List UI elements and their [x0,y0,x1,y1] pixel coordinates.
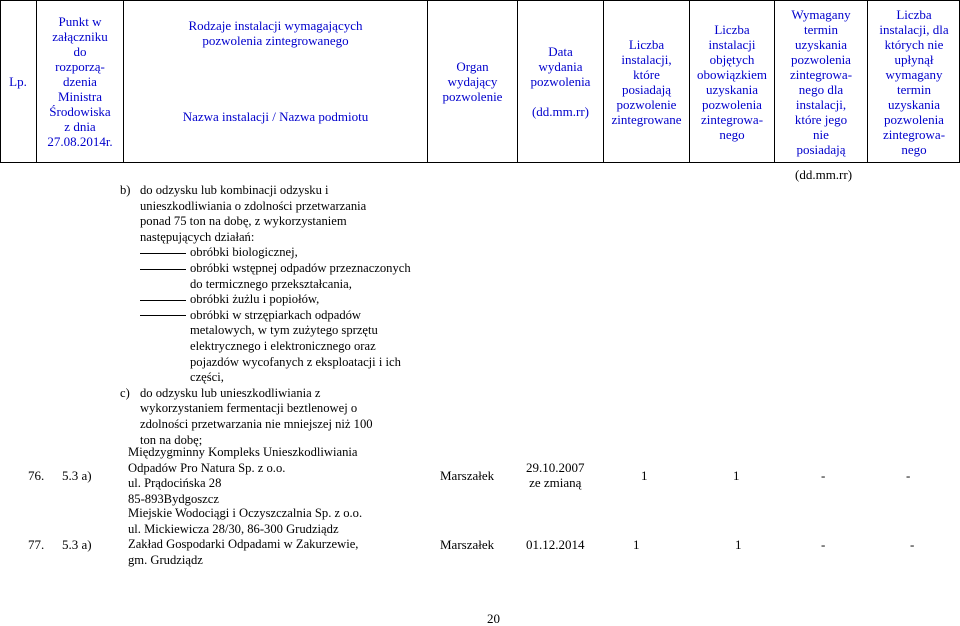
row-77-termin: - [821,537,826,552]
activity-dash-item [120,245,420,261]
activity-b [120,183,420,245]
activity-dash-item [120,308,420,386]
termin-unit: (dd.mm.rr) [795,167,853,182]
header-wymagany-line: termin [804,21,838,37]
header-wymagany-line: pozwolenia [791,51,851,67]
header-punkt-line: z dnia [64,119,96,134]
header-punkt-line: rozporzą- [55,59,105,74]
row-77-name-line: Zakład Gospodarki Odpadami w Zakurzewie, [128,537,359,552]
dash-marker [140,315,186,316]
header-wymagany-line: nie [813,126,829,142]
header-liczba3-line: termin [897,81,931,97]
activity-description [120,183,420,448]
header-liczba2-line: pozwolenia [702,96,762,112]
header-wymagany-line: zintegrowa- [789,66,853,82]
header-liczba2-line: instalacji [708,36,756,52]
activity-dash-item-text: obróbki w strzępiarkach odpadów [190,307,362,322]
activity-dash-item-line: części, [190,370,224,385]
row-77-data: 01.12.2014 [526,537,585,552]
header-data-line: wydania [538,59,583,74]
header-data-line: (dd.mm.rr) [531,104,590,119]
row-76-name-line: 85-893Bydgoszcz [128,491,219,506]
header-nazwa: Nazwa instalacji / Nazwa podmiotu [182,109,369,124]
page-number: 20 [487,611,500,626]
header-liczba2-line: uzyskania [706,81,758,97]
activity-dash-item-text: obróbki żużlu i popiołów, [190,292,320,307]
row-77-liczba1: 1 [633,537,640,552]
header-punkt-line: załączniku [52,29,108,44]
header-liczba2-line: Liczba [714,21,750,37]
header-liczba3-line: uzyskania [888,96,940,112]
activity-dash-list [120,245,420,385]
row-77-liczba2: 1 [735,537,742,552]
header-liczba2-line: zintegrowa- [700,111,764,127]
header-liczba1-line: posiadają [621,81,672,97]
activity-c [120,386,420,448]
activity-b-line: unieszkodliwiania o zdolności przetwarzania [140,198,367,213]
activity-c-line: do odzysku lub unieszkodliwiania z [140,385,321,400]
header-wymagany-line: uzyskania [795,36,847,52]
row-77-name [128,506,362,568]
header-liczba3-line: zintegrowa- [882,126,946,142]
header-liczba1-line: pozwolenie [616,96,677,112]
header-punkt-line: dzenia [63,74,97,89]
header-wymagany-termin [775,0,868,163]
activity-dash-item-text: obróbki wstępnej odpadów przeznaczonych [190,260,411,275]
header-wymagany-line: posiadają [796,141,846,157]
activity-dash-item-line [120,245,420,261]
header-data-line [559,89,562,104]
row-76-name [128,445,357,507]
table-header [0,0,960,163]
row-76-data-line: ze zmianą [529,475,582,490]
header-liczba1-line: zintegrowane [611,111,682,127]
header-data-line: pozwolenia [530,74,591,89]
header-liczba3-line: nego [901,141,927,157]
header-liczba2-line: nego [719,126,745,142]
row-76-liczba3: - [906,468,911,483]
row-76-liczba1: 1 [641,468,648,483]
header-liczba3-line: wymagany [885,66,943,82]
dash-marker [140,269,186,270]
row-76-name-line: Odpadów Pro Natura Sp. z o.o. [128,460,286,475]
header-punkt-line: Ministra [57,89,103,104]
activity-dash-item-line: do termicznego przekształcania, [190,276,352,291]
header-liczba2-line: objętych [709,51,755,67]
header-liczba3-line: których nie [884,36,944,52]
header-organ-line: Organ [456,59,489,74]
activity-c-line: wykorzystaniem fermentacji beztlenowej o [140,401,358,416]
activity-b-label: b) [120,183,131,197]
header-liczba1-line: które [633,66,660,82]
header-data-line: Data [548,44,573,59]
row-76-punkt: 5.3 a) [62,468,92,483]
header-wymagany-line: Wymagany [791,6,851,22]
row-77-punkt: 5.3 a) [62,537,92,552]
header-liczba3-line: pozwolenia [884,111,944,127]
activity-dash-item-line [120,261,420,277]
header-liczba-posiadajacych [604,0,690,163]
activity-b-line: następujących działań: [140,229,255,244]
row-77-liczba3: - [910,537,915,552]
header-liczba-nieupłynietych [868,0,960,163]
header-rodzaje-line: Rodzaje instalacji wymagających [188,18,363,33]
header-rodzaje [124,0,428,163]
header-liczba1-line: instalacji, [621,51,672,67]
row-76-lp: 76. [28,468,45,483]
header-rodzaje-line: pozwolenia zintegrowanego [202,33,349,48]
header-rodzaje-text [189,18,363,48]
row-76-liczba2: 1 [733,468,740,483]
row-77-name-line: Miejskie Wodociągi i Oczyszczalnia Sp. z o.o. [128,506,363,520]
activity-dash-item-line: elektrycznego i elektronicznego oraz [190,338,376,353]
activity-dash-item-line [120,308,420,324]
activity-dash-item [120,261,420,292]
row-76-data-line: 29.10.2007 [526,460,585,475]
row-77-lp: 77. [28,537,45,552]
header-liczba-objetych [690,0,775,163]
activity-dash-item-line: pojazdów wycofanych z eksploatacji i ich [190,354,401,369]
row-76-termin: - [821,468,826,483]
header-liczba1-line: Liczba [628,36,665,52]
row-76-name-line: ul. Prądocińska 28 [128,476,222,491]
row-77-name-line: ul. Mickiewicza 28/30, 86-300 Grudziądz [128,521,339,536]
row-76-organ: Marszałek [440,468,495,483]
activity-c-label: c) [120,385,130,400]
activity-dash-item-line [120,292,420,308]
header-lp [0,0,37,163]
header-liczba3-line: upłynął [894,51,934,67]
header-punkt [37,0,124,163]
activity-b-line: do odzysku lub kombinacji odzysku i [140,183,329,197]
header-wymagany-line: które jego [794,111,848,127]
row-76-data [526,460,585,490]
activity-c-line: zdolności przetwarzania nie mniejszej niż 100 [140,416,373,431]
activity-dash-item-text: obróbki biologicznej, [190,245,298,260]
dash-marker [140,300,186,301]
activity-dash-item [120,292,420,308]
header-wymagany-line: nego dla [798,81,844,97]
row-77-organ: Marszałek [440,537,495,552]
header-organ [428,0,518,163]
header-liczba3-line: instalacji, dla [879,21,949,37]
header-punkt-line: do [73,44,87,59]
header-organ-line: pozwolenie [442,89,503,104]
header-data [518,0,604,163]
activity-dash-item-line: metalowych, w tym zużytego sprzętu [190,323,378,338]
dash-marker [140,253,186,254]
header-wymagany-line: instalacji, [795,96,847,112]
header-lp-text: Lp. [9,74,27,89]
row-76-name-line: Międzygminny Kompleks Unieszkodliwiania [128,445,358,459]
row-77-name-line: gm. Grudziądz [128,552,203,567]
header-liczba3-line: Liczba [896,6,932,22]
activity-c-line: ton na dobę; [140,432,203,447]
header-liczba2-line: obowiązkiem [696,66,768,82]
activity-b-line: ponad 75 ton na dobę, z wykorzystaniem [140,214,347,229]
header-punkt-line: Środowiska [49,104,111,119]
header-organ-line: wydający [447,74,498,89]
header-punkt-line: 27.08.2014r. [47,134,113,149]
header-punkt-line: Punkt w [58,14,102,29]
